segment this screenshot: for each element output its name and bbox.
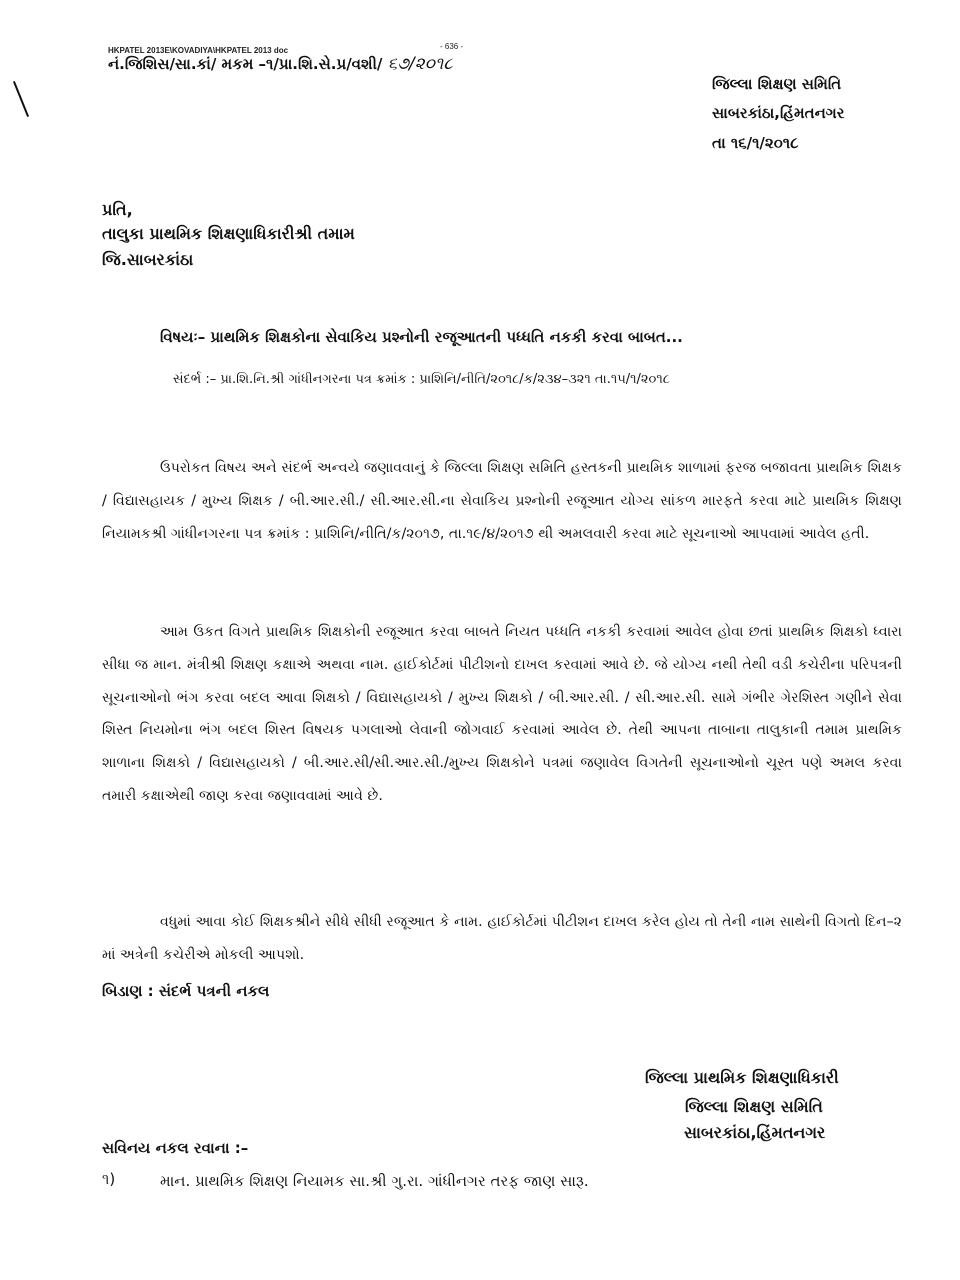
recipient-line-1: તાલુકા પ્રાથમિક શિક્ષણાધિકારીશ્રી તમામ bbox=[102, 224, 355, 243]
pen-mark bbox=[13, 81, 29, 117]
subject-line: વિષયઃ– પ્રાથમિક શિક્ષકોના સેવાકિય પ્રશ્નોની રજૂઆતની પધ્ધતિ નકકી કરવા બાબત... bbox=[160, 328, 683, 346]
office-location: સાબરકાંઠા,હિંમતનગર bbox=[712, 104, 845, 122]
page-number: - 636 - bbox=[440, 42, 464, 51]
body-paragraph-3: વધુમાં આવા કોઈ શિક્ષકશ્રીને સીધે સીધી રજૂઆત કે નામ. હાઈકોર્ટમાં પીટીશન દાખલ કરેલ હોય તો તેની નામ સાથેની વિગતો દિન–૨ માં અત્રેની કચેરીએ મોકલી આપશો. bbox=[102, 914, 902, 963]
signatory-title: જિલ્લા પ્રાથમિક શિક્ષણાધિકારી bbox=[645, 1068, 839, 1087]
body-paragraph-1: ઉપરોકત વિષય અને સંદર્ભ અન્વયે જણાવવાનું કે જિલ્લા શિક્ષણ સમિતિ હસ્તકની પ્રાથમિક શાળામાં ફરજ બજાવતા પ્રાથમિક શિક્ષક / વિદ્યાસહાયક / મુખ્ય શિક્ષક / બી.આર.સી./ સી.આર.સી.ના સેવાકિય પ્રશ્નોની રજૂઆત યોગ્ય સાંકળ મારફતે કરવા માટે પ્રાથમિક શિક્ષણ નિયામકશ્રી ગાંધીનગરના પત્ર ક્રમાંક : પ્રાશિનિ/નીતિ/ક/૨૦૧૭, તા.૧૯/૪/૨૦૧૭ થી અમલવારી કરવા માટે સૂચનાઓ આપવામાં આવેલ હતી. bbox=[102, 460, 902, 542]
reference-number bbox=[108, 54, 453, 74]
reference-number-handwritten: ૬૭/૨૦૧૮ bbox=[387, 54, 453, 74]
recipient-prefix: પ્રતિ, bbox=[102, 200, 133, 219]
attachment-note: બિડાણ : સંદર્ભ પત્રની નકલ bbox=[102, 982, 270, 1000]
reference-number-printed: નં.જિશિસ/સા.કાં/ મકમ –૧/પ્રા.શિ.સે.પ્ર/વશી/ bbox=[108, 55, 383, 73]
body-paragraph-2: આમ ઉકત વિગતે પ્રાથમિક શિક્ષકોની રજૂઆત કરવા બાબતે નિયત પધ્ધતિ નકકી કરવામાં આવેલ હોવા છતાં પ્રાથમિક શિક્ષકો ધ્વારા સીધા જ માન. મંત્રીશ્રી શિક્ષણ કક્ષાએ અથવા નામ. હાઈકોર્ટમાં પીટીશનો દાખલ કરવામાં આવે છે. જે યોગ્ય નથી તેથી વડી કચેરીના પરિપત્રની સૂચનાઓનો ભંગ કરવા બદલ આવા શિક્ષકો / વિદ્યાસહાયકો / મુખ્ય શિક્ષકો / બી.આર.સી. / સી.આર.સી. સામે ગંભીર ગેરશિસ્ત ગણીને સેવા શિસ્ત નિયમોના ભંગ બદલ શિસ્ત વિષયક પગલાઓ લેવાની જોગવાઈ કરવામાં આવેલ છે. તેથી આપના તાબાના તાલુકાની તમામ પ્રાથમિક શાળાના શિક્ષકો / વિદ્યાસહાયકો / બી.આર.સી/સી.આર.સી./મુખ્ય શિક્ષકોને પત્રમાં જણાવેલ વિગતેની સૂચનાઓનો ચૂસ્ત પણે અમલ કરવા તમારી કક્ષાએથી જાણ કરવા જણાવવામાં આવે છે. bbox=[102, 624, 902, 804]
recipient-line-2: જિ.સાબરકાંઠા bbox=[102, 250, 194, 269]
copy-to-heading: સવિનય નકલ રવાના :– bbox=[102, 1139, 249, 1157]
file-path-note: HKPATEL 2013E\KOVADIYA\HKPATEL 2013 doc bbox=[108, 46, 289, 55]
letter-date: તા ૧૬/૧/૨૦૧૮ bbox=[712, 134, 799, 152]
signatory-office: જિલ્લા શિક્ષણ સમિતિ bbox=[685, 1097, 823, 1116]
copy-item-text: માન. પ્રાથમિક શિક્ષણ નિયામક સા.શ્રી ગુ.રા. ગાંધીનગર તરફ જાણ સારૂ. bbox=[160, 1172, 589, 1190]
reference-line: સંદર્ભ :– પ્રા.શિ.નિ.શ્રી ગાંધીનગરના પત્ર ક્રમાંક : પ્રાશિનિ/નીતિ/૨૦૧૮/ક/૨૩૪–૩૨૧ તા.૧૫/૧/૨૦૧૮ bbox=[173, 372, 670, 387]
signatory-location: સાબરકાંઠા,હિંમતનગર bbox=[684, 1123, 826, 1142]
copy-item-number: ૧) bbox=[102, 1170, 116, 1188]
office-name: જિલ્લા શિક્ષણ સમિતિ bbox=[712, 75, 842, 93]
